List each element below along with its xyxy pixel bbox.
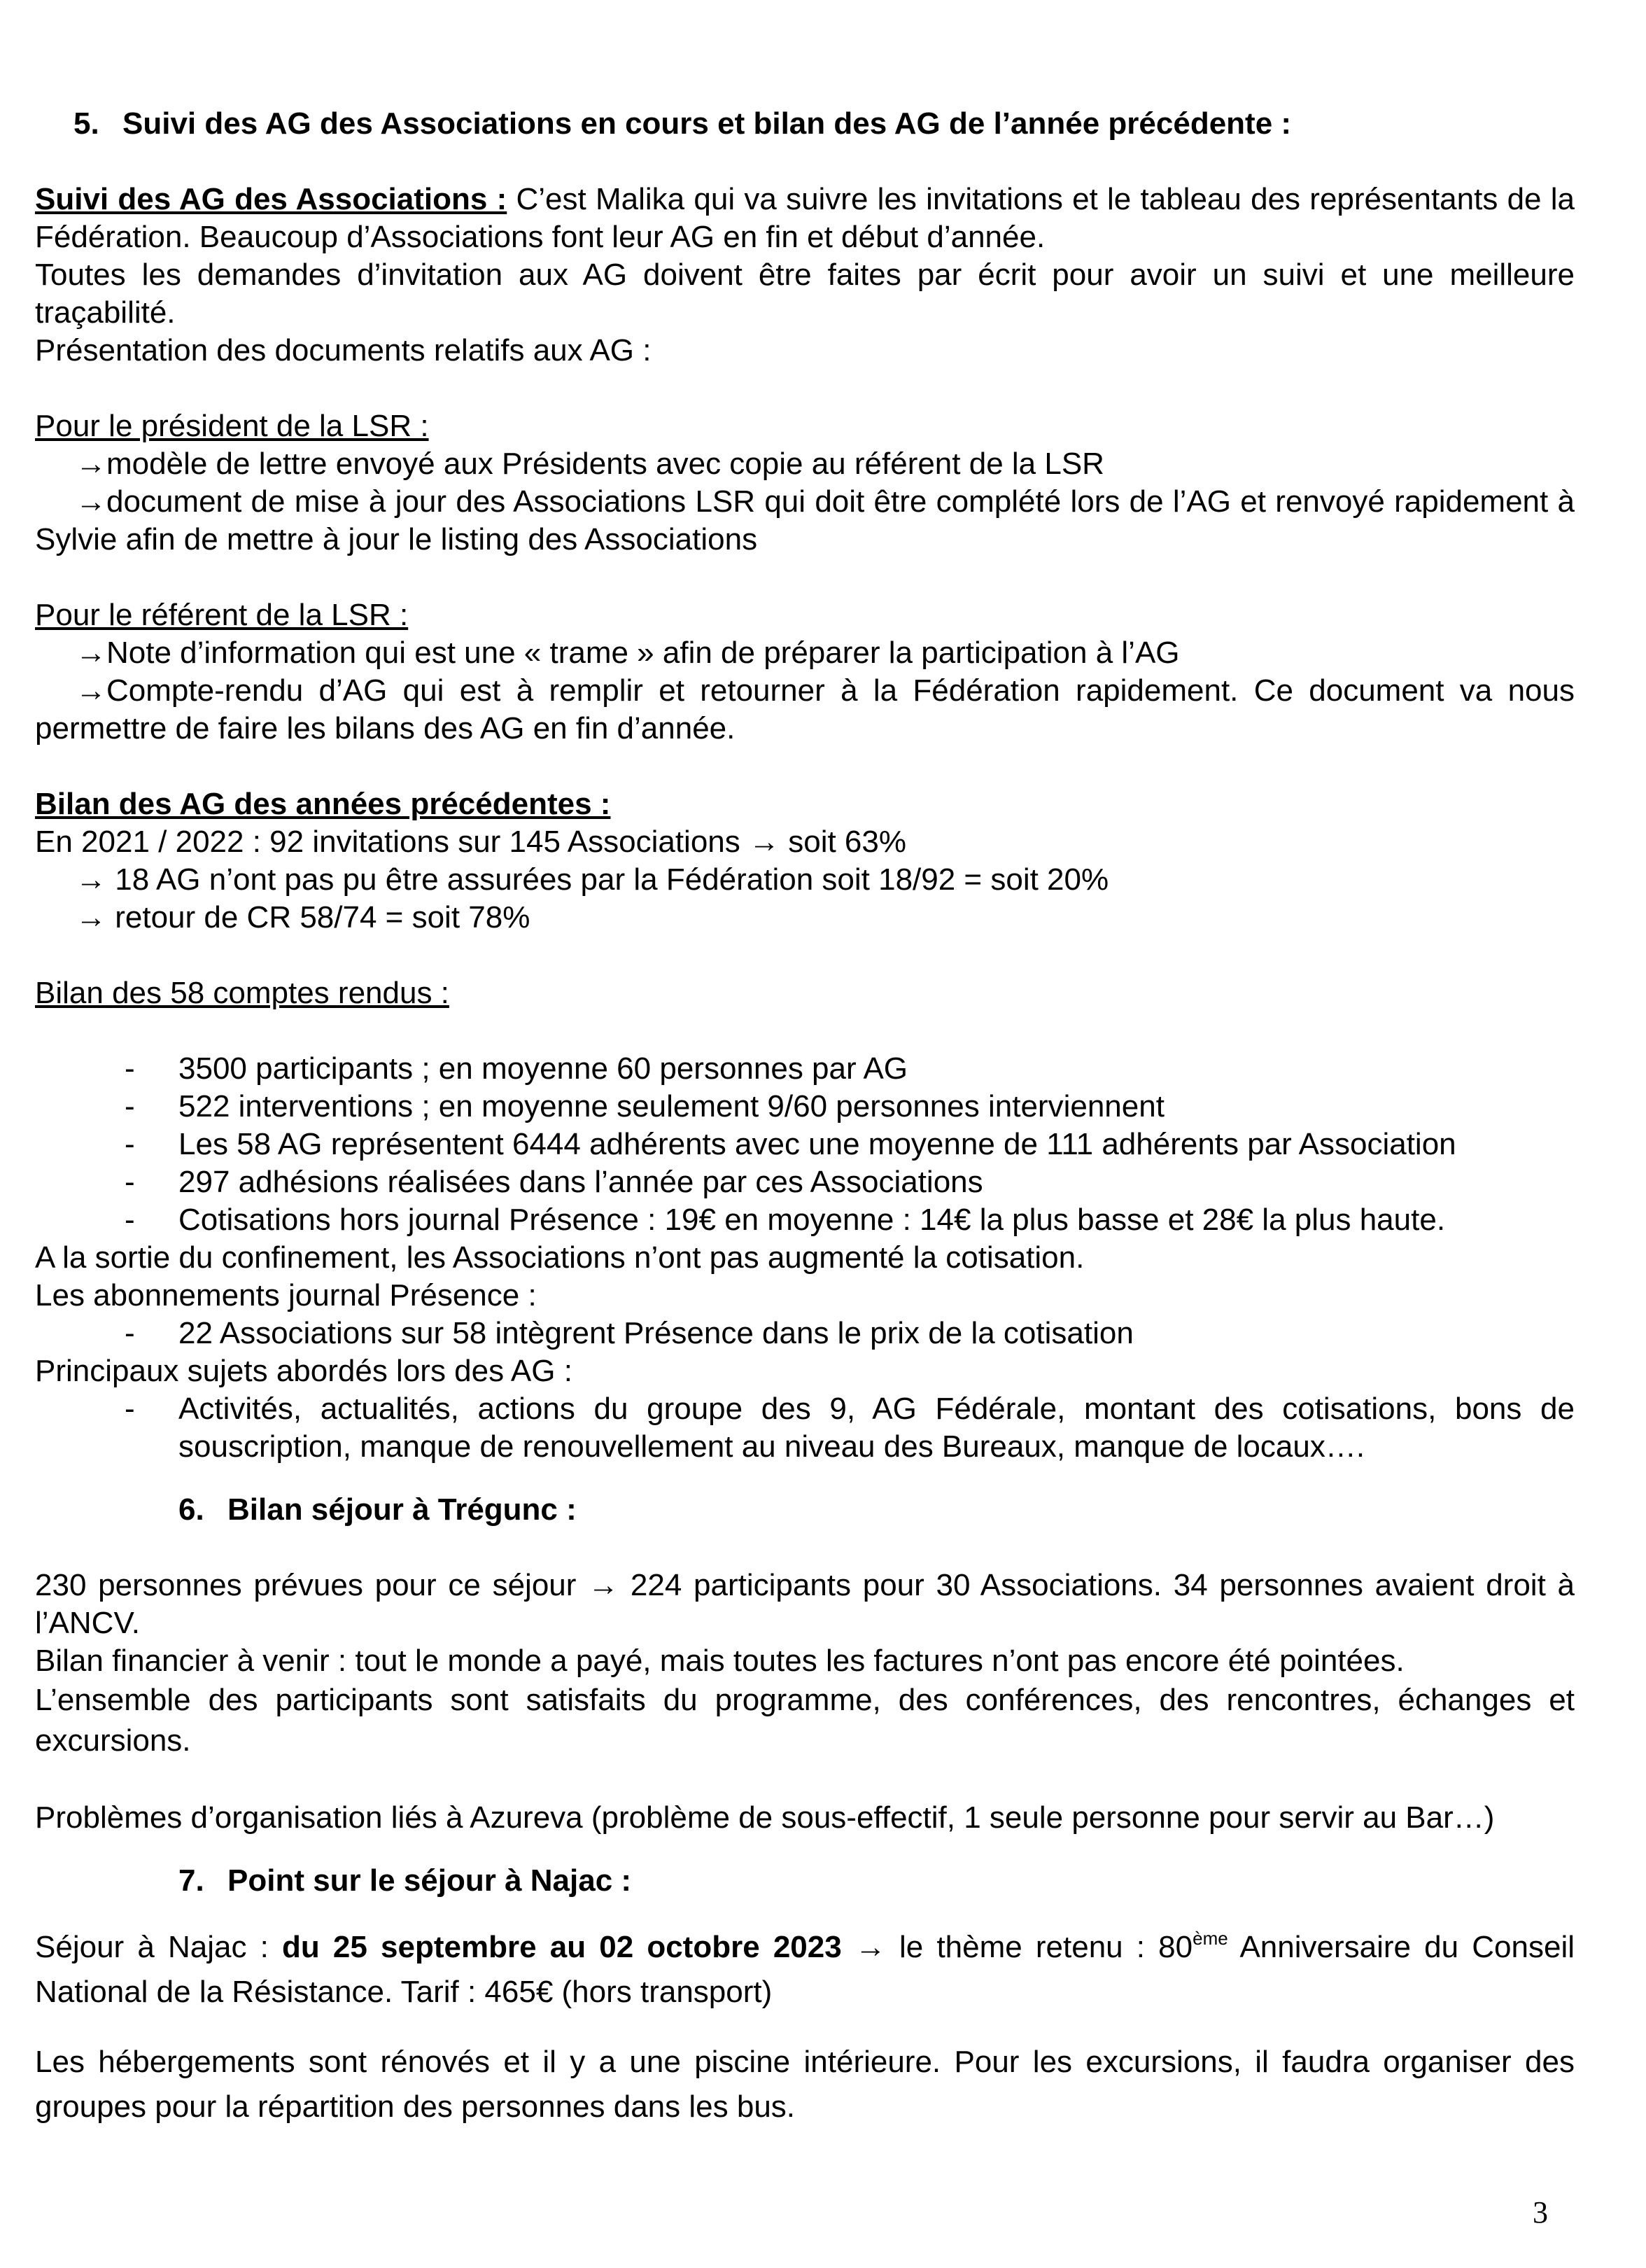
referent-label: Pour le référent de la LSR : xyxy=(35,598,409,632)
bilan-item: → retour de CR 58/74 = soit 78% xyxy=(76,900,530,934)
tregunc-paragraph: Problèmes d’organisation liés à Azureva (problème de sous-effectif, 1 seule personne pour servir au Bar…) xyxy=(35,1800,1495,1835)
list-item: - Cotisations hors journal Présence : 19€ en moyenne : 14€ la plus basse et 28€ la plus haute. xyxy=(125,1203,1446,1237)
list-item: - 297 adhésions réalisées dans l’année par ces Associations xyxy=(125,1165,983,1199)
presentation-line: Présentation des documents relatifs aux AG : xyxy=(35,333,652,368)
najac-paragraph: Les hébergements sont rénovés et il y a une piscine intérieure. Pour les excursions, il faudra organiser des groupes pour la répartition des personnes dans les bus. xyxy=(35,2045,1575,2124)
demandes-paragraph: Toutes les demandes d’invitation aux AG doivent être faites par écrit pour avoir un suivi et une meilleure traçabilité. xyxy=(35,258,1575,330)
section-7-heading: 7. Point sur le séjour à Najac : xyxy=(178,1863,632,1898)
document-page xyxy=(35,105,1575,2129)
page-number: 3 xyxy=(1533,2195,1548,2230)
sujets-line: Principaux sujets abordés lors des AG : xyxy=(35,1354,572,1388)
list-item: - Les 58 AG représentent 6444 adhérents avec une moyenne de 111 adhérents par Association xyxy=(125,1127,1456,1161)
list-item: - 522 interventions ; en moyenne seulement 9/60 personnes interviennent xyxy=(125,1089,1165,1124)
najac-paragraph: Séjour à Najac : du 25 septembre au 02 octobre 2023 → le thème retenu : 80ème Anniversaire du Conseil National de la Résistance. Tarif : 465€ (hors transport) xyxy=(35,1928,1575,2009)
cr-label: Bilan des 58 comptes rendus : xyxy=(35,976,449,1010)
bilan-label: Bilan des AG des années précédentes : xyxy=(35,787,611,821)
cr-list xyxy=(35,1050,1575,1239)
tregunc-paragraph: Bilan financier à venir : tout le monde a payé, mais toutes les factures n’ont pas encore été pointées. xyxy=(35,1644,1405,1678)
suivi-paragraph: Suivi des AG des Associations : C’est Malika qui va suivre les invitations et le tableau des représentants de la Fédération. Beaucoup d’Associations font leur AG en fin et début d’année. xyxy=(35,182,1575,254)
referent-item: →Compte-rendu d’AG qui est à remplir et retourner à la Fédération rapidement. Ce document va nous permettre de faire les bilans des AG en fin d’année. xyxy=(35,673,1575,746)
sujets-list xyxy=(35,1390,1575,1466)
president-label: Pour le président de la LSR : xyxy=(35,409,429,443)
president-item: →document de mise à jour des Associations LSR qui doit être complété lors de l’AG et renvoyé rapidement à Sylvie afin de mettre à jour le listing des Associations xyxy=(35,484,1575,556)
abonnements-list xyxy=(35,1315,1575,1352)
bilan-line: En 2021 / 2022 : 92 invitations sur 145 Associations → soit 63% xyxy=(35,825,906,859)
president-item: →modèle de lettre envoyé aux Présidents avec copie au référent de la LSR xyxy=(76,447,1104,481)
abonnements-line: Les abonnements journal Présence : xyxy=(35,1278,537,1312)
section-5-heading: 5. Suivi des AG des Associations en cours et bilan des AG de l’année précédente : xyxy=(73,106,1292,141)
list-item: - 22 Associations sur 58 intègrent Présence dans le prix de la cotisation xyxy=(125,1316,1134,1350)
tregunc-paragraph: 230 personnes prévues pour ce séjour → 224 participants pour 30 Associations. 34 personnes avaient droit à l’ANCV. xyxy=(35,1568,1575,1640)
tregunc-paragraph: L’ensemble des participants sont satisfaits du programme, des conférences, des rencontres, échanges et excursions. xyxy=(35,1683,1575,1758)
bilan-item: → 18 AG n’ont pas pu être assurées par la Fédération soit 18/92 = soit 20% xyxy=(76,862,1109,897)
suivi-label: Suivi des AG des Associations : xyxy=(35,182,507,216)
referent-item: →Note d’information qui est une « trame » afin de préparer la participation à l’AG xyxy=(76,636,1180,670)
confinement-line: A la sortie du confinement, les Associations n’ont pas augmenté la cotisation. xyxy=(35,1240,1085,1275)
list-item: - 3500 participants ; en moyenne 60 personnes par AG xyxy=(125,1051,908,1086)
list-item: - Activités, actualités, actions du groupe des 9, AG Fédérale, montant des cotisations, bons de souscription, manque de renouvellement au niveau des Bureaux, manque de locaux…. xyxy=(125,1392,1575,1464)
section-6-heading: 6. Bilan séjour à Trégunc : xyxy=(178,1492,577,1527)
